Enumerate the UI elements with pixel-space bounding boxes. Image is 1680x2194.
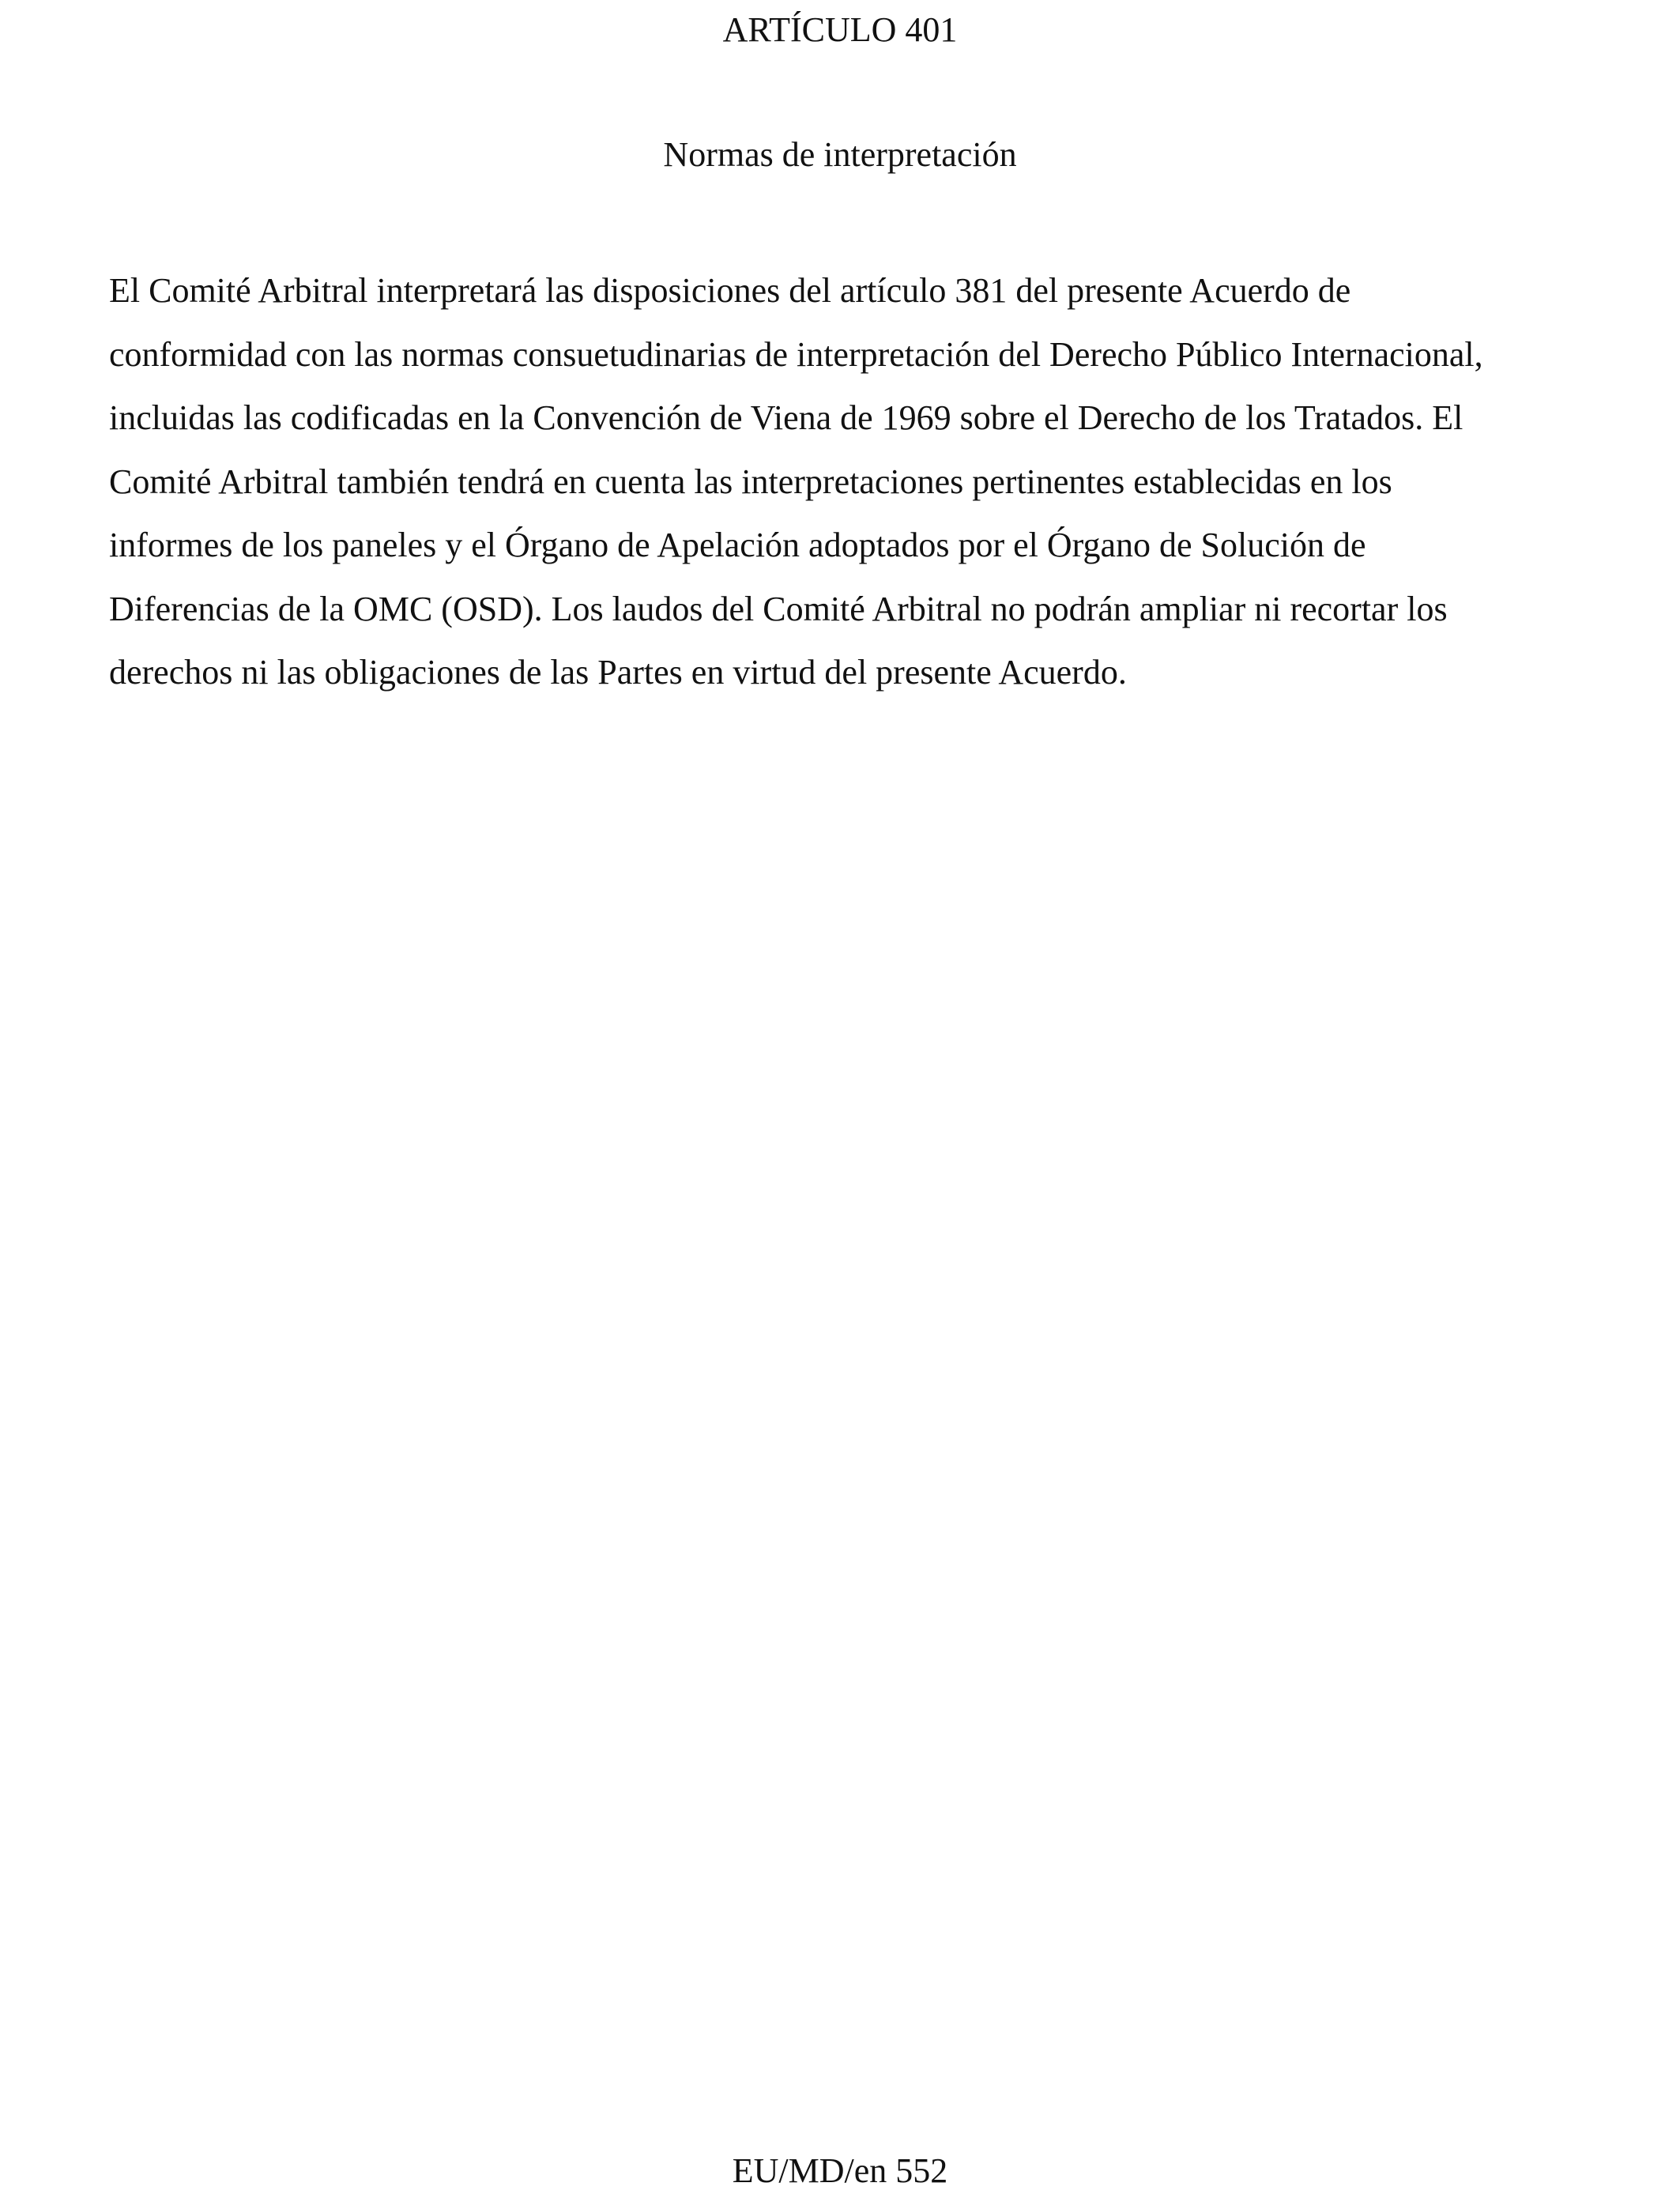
body-line: informes de los paneles y el Órgano de Apelación adoptados por el Órgano de Solución de: [109, 526, 1366, 564]
body-line: conformidad con las normas consuetudinarias de interpretación del Derecho Público Internacional,: [109, 334, 1483, 374]
article-title: Normas de interpretación: [663, 135, 1017, 174]
page-footer: EU/MD/en 552: [732, 2151, 948, 2190]
body-line: El Comité Arbitral interpretará las disposiciones del artículo 381 del presente Acuerdo de: [109, 271, 1351, 310]
article-body: [109, 259, 1587, 705]
body-line: Comité Arbitral también tendrá en cuenta las interpretaciones pertinentes establecidas en los: [109, 462, 1392, 501]
article-heading: ARTÍCULO 401: [722, 10, 958, 49]
body-line: Diferencias de la OMC (OSD). Los laudos del Comité Arbitral no podrán ampliar ni recortar los: [109, 589, 1448, 628]
body-line: derechos ni las obligaciones de las Partes en virtud del presente Acuerdo.: [109, 653, 1127, 692]
body-line: incluidas las codificadas en la Convención de Viena de 1969 sobre el Derecho de los Tratados. El: [109, 398, 1463, 437]
